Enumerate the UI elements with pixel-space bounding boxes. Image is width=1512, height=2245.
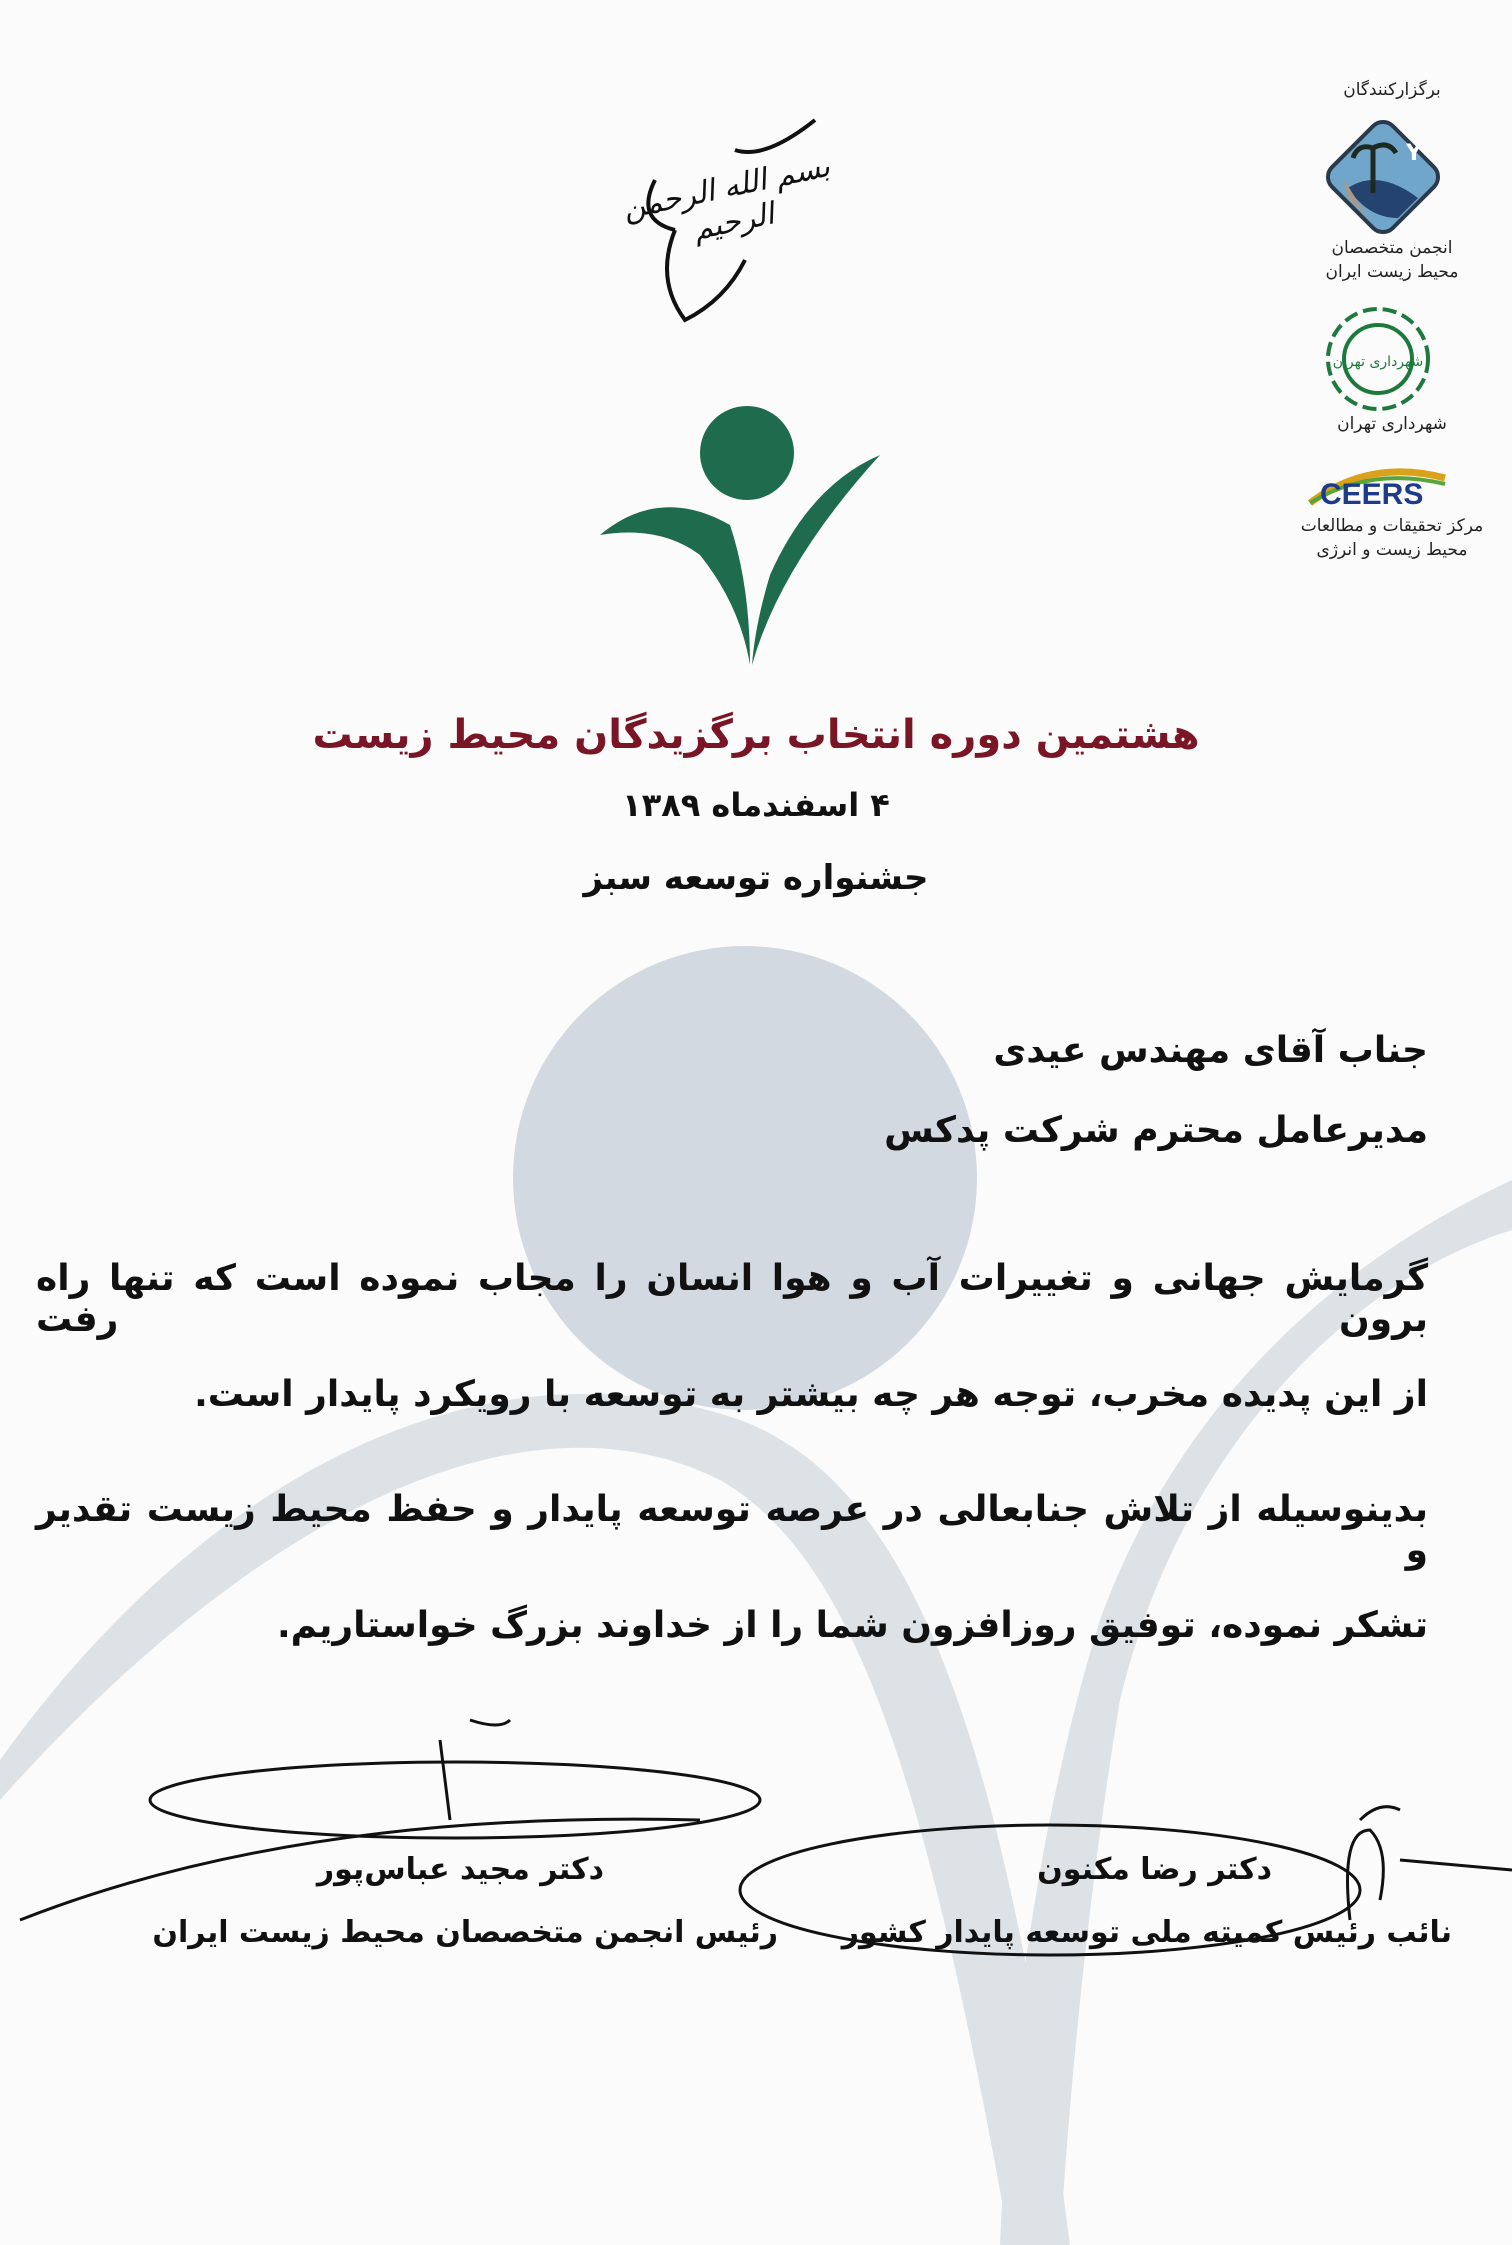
sponsor-3-name-line1: مرکز تحقیقات و مطالعات [1300,516,1484,536]
recipient-name: جناب آقای مهندس عیدی [993,1030,1428,1071]
tehran-logo-text: شهرداری تهران [1332,354,1424,370]
signatory-2-name: دکتر مجید عباس‌پور [316,1852,604,1887]
body-line: از این پدیده مخرب، توجه هر چه بیشتر به توسعه با رویکرد پایدار است. [194,1374,1428,1415]
event-title: هشتمین دوره انتخاب برگزیدگان محیط زیست [312,712,1200,758]
sponsor-3-name [1292,514,1492,562]
sponsor-1-name [1292,236,1492,284]
svg-text:Y: Y [1406,141,1422,166]
signatory-1-name: دکتر رضا مکنون [1037,1852,1272,1887]
sponsor-1-name-line2: محیط زیست ایران [1325,262,1459,282]
sponsor-3-name-line2: محیط زیست و انرژی [1316,540,1468,560]
bismillah: بسم الله الرحمن الرحیم [619,148,833,248]
signatory-2-title: رئیس انجمن متخصصان محیط زیست ایران [152,1915,778,1950]
festival-name: جشنواره توسعه سبز [583,858,929,898]
iran-environment-society-logo [1318,118,1448,236]
ceers-logo-text: CEERS [1320,478,1424,508]
sponsor-2-name: شهرداری تهران [1337,414,1447,434]
recipient-position: مدیرعامل محترم شرکت پدکس [884,1110,1428,1151]
signatory-1-title: نائب رئیس کمیته ملی توسعه پایدار کشور [841,1915,1452,1950]
body-line: تشکر نموده، توفیق روزافزون شما را از خداوند بزرگ خواستاریم. [276,1605,1428,1646]
sponsors-heading: برگزارکنندگان [1343,80,1441,100]
tehran-municipality-logo [1308,300,1448,418]
body-line: بدینوسیله از تلاش جنابعالی در عرصه توسعه پایدار و حفظ محیط زیست تقدیر و [36,1489,1428,1571]
event-date: ۴ اسفندماه ۱۳۸۹ [622,786,890,824]
sponsor-1-name-line1: انجمن متخصصان [1331,238,1453,258]
body-line: گرمایش جهانی و تغییرات آب و هوا انسان را مجاب نموده است که تنها راه برون رفت [36,1258,1428,1340]
festival-logo [580,405,900,670]
ceers-logo [1300,458,1450,508]
